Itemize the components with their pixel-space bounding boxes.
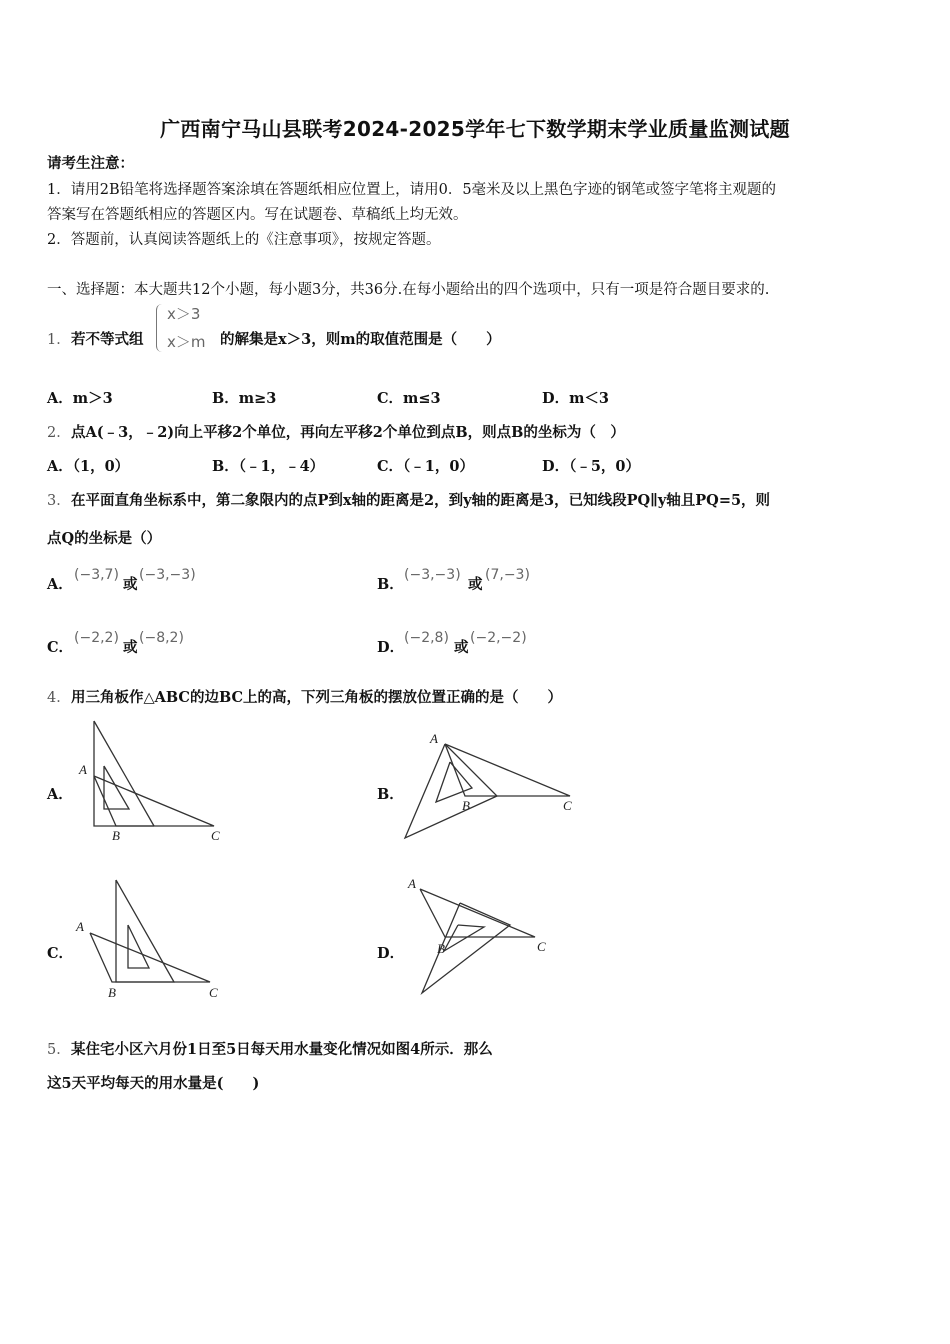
- q2-option-b: B．（﹣1，﹣4）: [212, 458, 325, 475]
- point-c-label: C: [537, 939, 546, 954]
- q2-number: 2．: [47, 425, 71, 441]
- triangle-abc: [445, 744, 570, 796]
- q3-option-a-point-1: (−3,7): [74, 567, 119, 583]
- q3-option-b-label: B．: [377, 576, 404, 593]
- set-square-outer: [116, 880, 174, 982]
- q3-option-c-label: C．: [47, 639, 74, 656]
- point-c-label: C: [211, 828, 220, 843]
- q4-option-d-label: D．: [377, 945, 405, 962]
- q4-figure-d: [400, 875, 590, 1000]
- q1-system-line-1: x＞3: [167, 305, 201, 323]
- point-b-label: B: [112, 828, 120, 843]
- q3-option-a-label: A．: [47, 576, 73, 593]
- q3-option-b-or: 或: [468, 576, 483, 593]
- q4-option-c-label: C．: [47, 945, 74, 962]
- notice-line-1b: 答案写在答题纸相应的答题区内。写在试题卷、草稿纸上均无效。: [47, 207, 468, 223]
- q3-option-c-or: 或: [123, 639, 138, 656]
- q3-option-b-point-2: (7,−3): [485, 567, 530, 583]
- point-c-label: C: [209, 985, 218, 1000]
- point-c-label: C: [563, 798, 572, 813]
- q1-system-line-2: x＞m: [167, 333, 206, 351]
- section-1-heading: 一、选择题：本大题共12个小题，每小题3分，共36分.在每小题给出的四个选项中，只有一项是符合题目要求的.: [47, 282, 770, 298]
- q3-option-d-label: D．: [377, 639, 405, 656]
- q1-text-pre: 若不等式组: [71, 331, 144, 348]
- q5-number: 5．: [47, 1042, 71, 1058]
- page-title: 广西南宁马山县联考2024-2025学年七下数学期末学业质量监测试题: [160, 117, 790, 141]
- notice-line-1: 1．请用2B铅笔将选择题答案涂填在答题纸相应位置上，请用0．5毫米及以上黑色字迹的钢笔或签字笔将主观题的: [47, 182, 777, 198]
- q3-option-d-point-1: (−2,8): [404, 630, 449, 646]
- q2-option-a: A．（1，0）: [47, 458, 130, 475]
- q2-option-d: D．（﹣5，0）: [542, 458, 641, 475]
- set-square-outer: [422, 903, 510, 993]
- q3-option-a-point-2: (−3,−3): [139, 567, 196, 583]
- set-square-inner: [104, 766, 129, 809]
- triangle-abc: [420, 889, 535, 937]
- point-b-label: B: [462, 798, 470, 813]
- point-a-label: A: [430, 731, 438, 746]
- system-brace: [156, 304, 165, 352]
- notice-line-2: 2．答题前，认真阅读答题纸上的《注意事项》，按规定答题。: [47, 232, 441, 248]
- q1-option-b: B．m≥3: [212, 390, 277, 407]
- point-b-label: B: [437, 941, 445, 956]
- q3-option-b-point-1: (−3,−3): [404, 567, 461, 583]
- q4-number: 4．: [47, 690, 71, 706]
- q3-option-c-point-2: (−8,2): [139, 630, 184, 646]
- q5-text-line-1: 某住宅小区六月份1日至5日每天用水量变化情况如图4所示．那么: [71, 1041, 493, 1058]
- point-a-label: A: [76, 919, 84, 934]
- q1-option-a: A．m＞3: [47, 390, 113, 407]
- q3-number: 3．: [47, 493, 71, 509]
- q1-number: 1．: [47, 332, 71, 348]
- q3-text-line-2: 点Q的坐标是（）: [47, 530, 162, 547]
- q3-option-a-or: 或: [123, 576, 138, 593]
- notice-heading: 请考生注意：: [47, 155, 134, 172]
- point-a-label: A: [408, 876, 416, 891]
- q1-option-c: C．m≤3: [377, 390, 441, 407]
- q3-text-line-1: 在平面直角坐标系中，第二象限内的点P到x轴的距离是2，到y轴的距离是3，已知线段PQ∥y轴且PQ=5，则: [71, 492, 771, 509]
- q4-text: 用三角板作△ABC的边BC上的高，下列三角板的摆放位置正确的是（ ）: [71, 689, 563, 706]
- q4-figure-a: [74, 716, 234, 846]
- q3-option-d-point-2: (−2,−2): [470, 630, 527, 646]
- q4-option-a-label: A．: [47, 786, 73, 803]
- set-square-inner: [444, 925, 484, 951]
- q4-figure-b: [400, 730, 590, 845]
- q2-option-c: C．（﹣1，0）: [377, 458, 474, 475]
- q3-option-d-or: 或: [454, 639, 469, 656]
- q5-text-line-2: 这5天平均每天的用水量是( ): [47, 1075, 260, 1092]
- q3-option-c-point-1: (−2,2): [74, 630, 119, 646]
- q4-figure-c: [74, 875, 234, 1005]
- q2-text: 点A(﹣3，﹣2)向上平移2个单位，再向左平移2个单位到点B，则点B的坐标为（ ）: [71, 424, 625, 441]
- q1-option-d: D．m＜3: [542, 390, 610, 407]
- point-a-label: A: [79, 762, 87, 777]
- q4-option-b-label: B．: [377, 786, 404, 803]
- point-b-label: B: [108, 985, 116, 1000]
- q1-text-post: 的解集是x＞3，则m的取值范围是（ ）: [220, 331, 501, 348]
- triangle-abc: [94, 776, 214, 826]
